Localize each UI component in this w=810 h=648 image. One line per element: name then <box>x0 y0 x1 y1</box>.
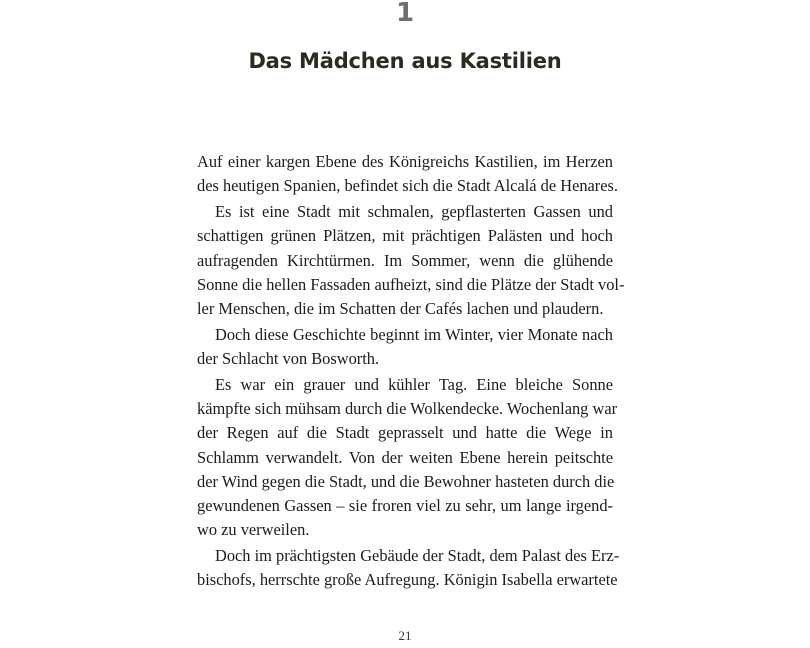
paragraph <box>197 373 618 543</box>
text-line: Es war ein grauer und kühler Tag. Eine bleiche Sonne <box>215 374 613 394</box>
text-line: schattigen grünen Plätzen, mit prächtigen Palästen und hoch <box>197 226 613 246</box>
text-line: ler Menschen, die im Schatten der Cafés lachen und plaudern. <box>197 299 604 318</box>
paragraph <box>197 150 619 199</box>
text-line: aufragenden Kirchtürmen. Im Sommer, wenn die glühende <box>197 250 613 270</box>
chapter-number: 1 <box>395 0 415 28</box>
text-line: Auf einer kargen Ebene des Königreichs Kastilien, im Herzen <box>197 152 613 171</box>
text-line: Es ist eine Stadt mit schmalen, gepflasterten Gassen und <box>215 202 613 221</box>
text-line: der Schlacht von Bosworth. <box>197 349 380 368</box>
text-line: Doch diese Geschichte beginnt im Winter, vier Monate nach <box>215 324 613 344</box>
text-line: der Regen auf die Stadt geprasselt und hatte die Wege in <box>197 423 613 443</box>
body-text <box>197 150 625 594</box>
page-number: 21 <box>398 628 412 643</box>
text-line: Doch im prächtigsten Gebäude der Stadt, dem Palast des Erz- <box>215 546 620 565</box>
text-line: gewundenen Gassen – sie froren viel zu sehr, um lange irgend- <box>197 496 613 515</box>
text-line: des heutigen Spanien, befindet sich die Stadt Alcalá de Henares. <box>197 176 619 196</box>
text-line: wo zu verweilen. <box>197 520 310 540</box>
text-line: der Wind gegen die Stadt, und die Bewohner hasteten durch die <box>197 471 615 491</box>
chapter-title: Das Mädchen aus Kastilien <box>248 49 562 73</box>
text-line: Sonne die hellen Fassaden aufheizt, sind die Plätze der Stadt vol- <box>197 274 625 294</box>
paragraph <box>197 323 613 372</box>
text-line: Schlamm verwandelt. Von der weiten Ebene herein peitschte <box>197 447 613 467</box>
paragraph <box>197 544 620 593</box>
text-line: kämpfte sich mühsam durch die Wolkendecke. Wochenlang war <box>197 399 618 418</box>
text-line: bischofs, herrschte große Aufregung. Königin Isabella erwartete <box>197 570 618 590</box>
paragraph <box>197 200 625 321</box>
